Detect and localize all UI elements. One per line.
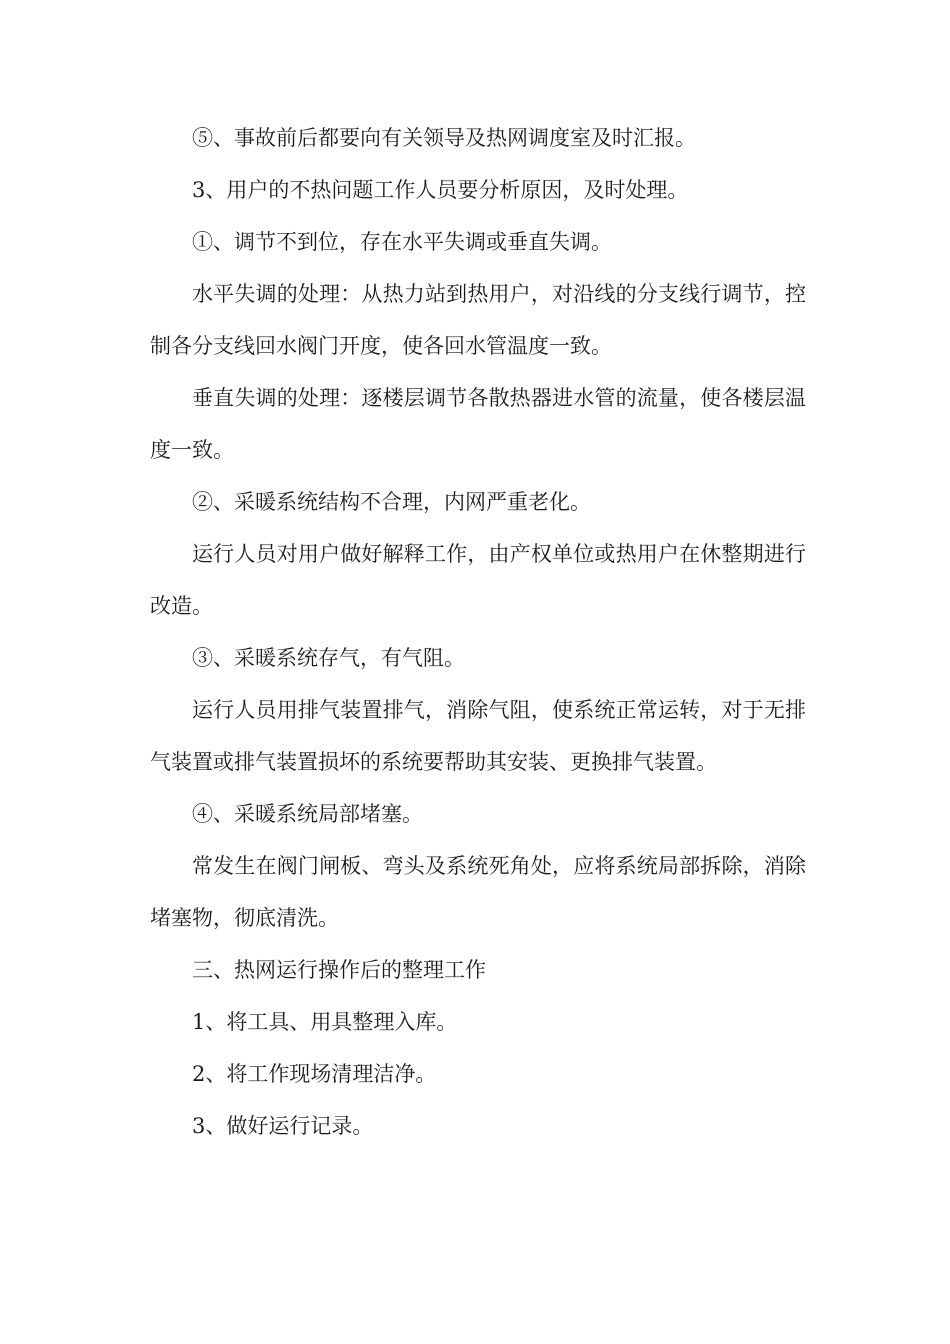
paragraph-explanation-work: 运行人员对用户做好解释工作，由产权单位或热用户在休整期进行改造。 bbox=[150, 542, 806, 618]
paragraph-system-structure: ②、采暖系统结构不合理，内网严重老化。 bbox=[192, 490, 591, 514]
paragraph-regulation-issue: ①、调节不到位，存在水平失调或垂直失调。 bbox=[192, 230, 612, 254]
paragraph-accident-report: ⑤、事故前后都要向有关领导及热网调度室及时汇报。 bbox=[192, 126, 696, 150]
section-heading-post-operation: 三、热网运行操作后的整理工作 bbox=[192, 958, 486, 982]
paragraph-vertical-imbalance: 垂直失调的处理：逐楼层调节各散热器进水管的流量，使各楼层温度一致。 bbox=[150, 386, 806, 462]
list-item-tools: 1、将工具、用具整理入库。 bbox=[192, 1010, 458, 1034]
paragraph-air-lock: ③、采暖系统存气，有气阻。 bbox=[192, 646, 465, 670]
paragraph-venting: 运行人员用排气装置排气，消除气阻，使系统正常运转，对于无排气装置或排气装置损坏的系统要帮助其安装、更换排气装置。 bbox=[150, 698, 806, 774]
document-body bbox=[150, 112, 806, 1152]
list-item-records: 3、做好运行记录。 bbox=[192, 1114, 374, 1138]
paragraph-cleaning: 常发生在阀门闸板、弯头及系统死角处，应将系统局部拆除，消除堵塞物，彻底清洗。 bbox=[150, 854, 806, 930]
paragraph-horizontal-imbalance: 水平失调的处理：从热力站到热用户，对沿线的分支线行调节，控制各分支线回水阀门开度，使各回水管温度一致。 bbox=[150, 282, 806, 358]
paragraph-user-not-warm: 3、用户的不热问题工作人员要分析原因，及时处理。 bbox=[192, 178, 689, 202]
paragraph-local-blockage: ④、采暖系统局部堵塞。 bbox=[192, 802, 423, 826]
list-item-site-cleanup: 2、将工作现场清理洁净。 bbox=[192, 1062, 437, 1086]
